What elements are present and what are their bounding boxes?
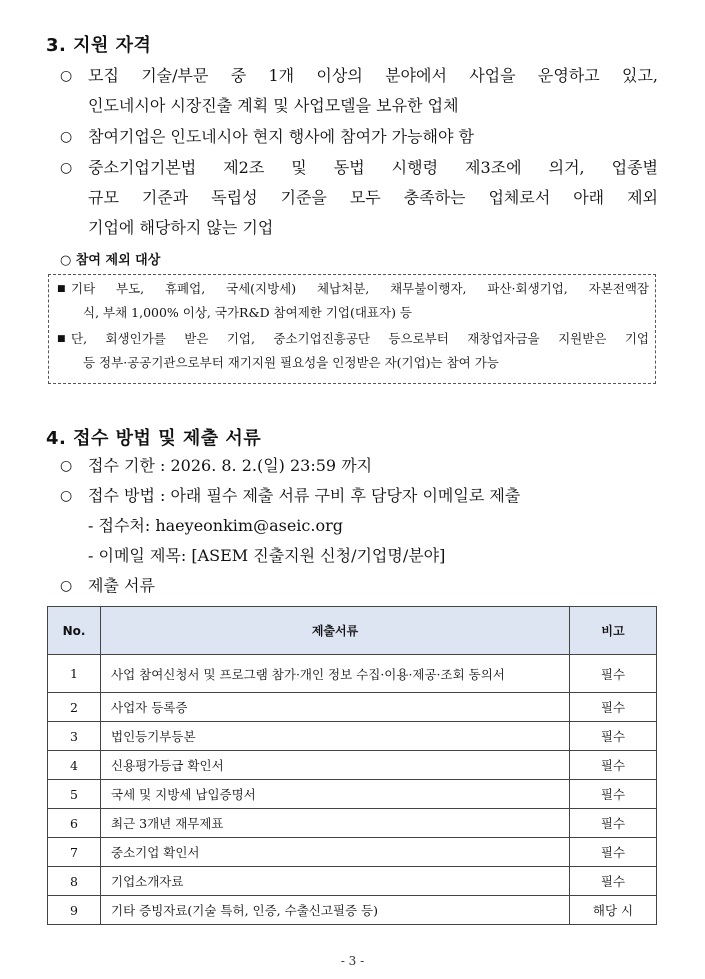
row-note: 해당 시 [570,896,657,925]
row-document: 사업자 등록증 [101,693,570,722]
row-no: 5 [48,780,101,809]
exclusion-item-2-line-2: 등 정부·공공기관으로부터 재기지원 필요성을 인정받은 자(기업)는 참여 가능 [83,355,499,370]
row-note: 필수 [570,809,657,838]
row-no: 3 [48,722,101,751]
docs-label: 제출 서류 [88,576,155,595]
circle-bullet-icon: ○ [60,488,73,504]
section-3-title: 3. 지원 자격 [46,35,152,56]
bullet-3-line-2: 규모 기준과 독립성 기준을 모두 충족하는 업체로서 아래 제외 [88,188,658,207]
row-no: 7 [48,838,101,867]
square-bullet-icon: ■ [57,284,66,294]
row-document: 사업 참여신청서 및 프로그램 참가·개인 정보 수집·이용·제공·조회 동의서 [101,655,570,693]
header-no: No. [48,607,101,655]
bullet-3-line-1: 중소기업기본법 제2조 및 동법 시행령 제3조에 의거, 업종별 [88,158,658,177]
table-row [48,838,657,867]
row-document: 국세 및 지방세 납입증명서 [101,780,570,809]
row-note: 필수 [570,693,657,722]
row-no: 4 [48,751,101,780]
row-no: 8 [48,867,101,896]
header-documents: 제출서류 [101,607,570,655]
exclusion-item-2-line-1: 단, 회생인가를 받은 기업, 중소기업진흥공단 등으로부터 재창업자금을 지원받은 기업 [71,331,649,346]
bullet-3-line-3: 기업에 해당하지 않는 기업 [88,218,274,237]
row-no: 9 [48,896,101,925]
row-document: 법인등기부등본 [101,722,570,751]
row-document: 중소기업 확인서 [101,838,570,867]
table-row [48,867,657,896]
section-4-title: 4. 접수 방법 및 제출 서류 [46,428,262,449]
method-text: 접수 방법 : 아래 필수 제출 서류 구비 후 담당자 이메일로 제출 [88,486,521,505]
circle-bullet-icon: ○ [60,578,73,594]
table-row [48,722,657,751]
bullet-2-line-1: 참여기업은 인도네시아 현지 행사에 참여가 가능해야 함 [88,127,475,146]
deadline-text: 접수 기한 : 2026. 8. 2.(일) 23:59 까지 [88,456,373,475]
row-no: 6 [48,809,101,838]
exclusion-heading: ○ 참여 제외 대상 [60,253,161,268]
row-document: 기타 증빙자료(기술 특허, 인증, 수출신고필증 등) [101,896,570,925]
row-no: 1 [48,655,101,693]
exclusion-item-1-line-1: 기타 부도, 휴폐업, 국세(지방세) 체납처분, 채무불이행자, 파산·회생기업, 자본전액잠 [71,281,649,296]
table-header-row [48,607,657,655]
header-note: 비고 [570,607,657,655]
row-note: 필수 [570,722,657,751]
row-note: 필수 [570,751,657,780]
circle-bullet-icon: ○ [60,458,73,474]
circle-bullet-icon: ○ [60,129,73,145]
circle-bullet-icon: ○ [60,160,73,176]
row-note: 필수 [570,780,657,809]
table-row [48,780,657,809]
page-number: - 3 - [340,954,365,968]
row-document: 최근 3개년 재무제표 [101,809,570,838]
table-row [48,751,657,780]
square-bullet-icon: ■ [57,334,66,344]
row-note: 필수 [570,867,657,896]
bullet-1-line-2: 인도네시아 시장진출 계획 및 사업모델을 보유한 업체 [88,96,459,115]
circle-bullet-icon: ○ [60,253,76,268]
exclusion-box [48,274,656,384]
row-document: 기업소개자료 [101,867,570,896]
exclusion-item-1-line-2: 식, 부채 1,000% 이상, 국가R&D 참여제한 기업(대표자) 등 [83,305,413,320]
table-row [48,655,657,693]
email-subject-text: - 이메일 제목: [ASEM 진출지원 신청/기업명/분야] [88,546,446,565]
documents-table [47,606,657,925]
row-document: 신용평가등급 확인서 [101,751,570,780]
recipient-text: - 접수처: haeyeonkim@aseic.org [88,516,343,535]
row-note: 필수 [570,838,657,867]
table-row [48,809,657,838]
table-row [48,896,657,925]
row-no: 2 [48,693,101,722]
row-note: 필수 [570,655,657,693]
bullet-1-line-1: 모집 기술/부문 중 1개 이상의 분야에서 사업을 운영하고 있고, [88,66,658,85]
circle-bullet-icon: ○ [60,68,73,84]
table-row [48,693,657,722]
